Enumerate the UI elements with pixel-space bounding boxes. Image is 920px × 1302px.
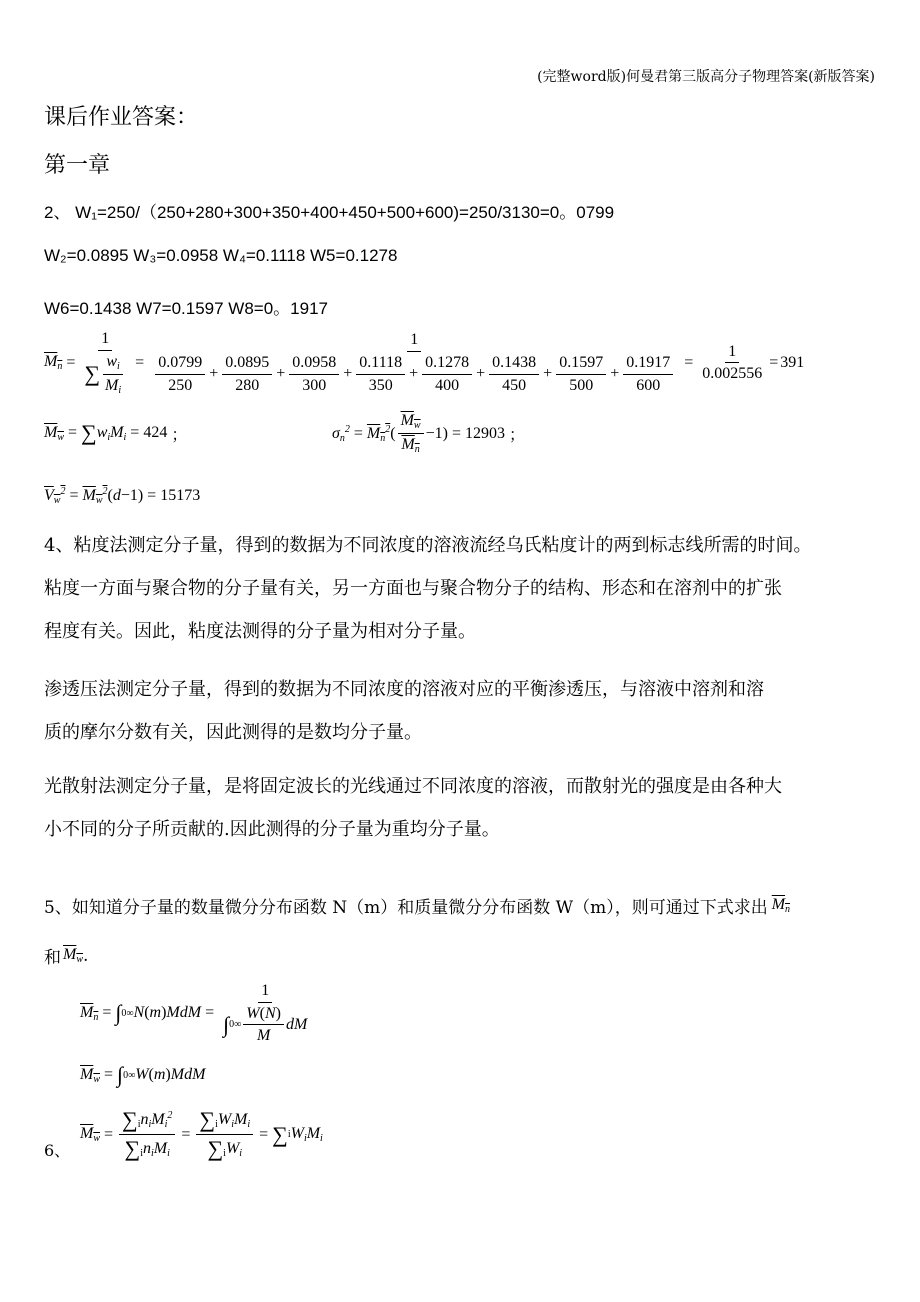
mn-term: $\frac{0.0799}{250}$ (155, 354, 205, 394)
sigma-result: 12903 (464, 424, 505, 442)
mn-term: $\frac{0.1438}{450}$ (489, 354, 539, 394)
mn-result: 391 (780, 353, 805, 371)
q4-line: 渗透压法测定分子量，得到的数据为不同浓度的溶液对应的平衡渗透压，与溶液中溶剂和溶 (44, 679, 764, 700)
mn-symbol: $M_n$ (44, 353, 63, 373)
mn-den-value: 0.002556 (702, 365, 763, 383)
q2-line2: W₂=0.0895 W₃=0.0958 W₄=0.1118 W5=0.1278 (44, 246, 398, 265)
q4-text (44, 524, 880, 653)
plus-sign: + (543, 365, 553, 383)
q2-line1: 2、 W₁=250/（250+280+300+350+400+450+500+600)=250/3130=0。0799 (44, 203, 615, 222)
mn-term: $\frac{0.1118}{350}$ (356, 354, 405, 394)
q5-text: 5、如知道分子量的数量微分分布函数 N（m）和质量微分分布函数 W（m），则可通过下式求出 (44, 898, 768, 918)
v-formula: $V_w^2$ = $M_w^2$ ( d −1) = 15173 (44, 486, 201, 506)
q4-line: 4、粘度法测定分子量，得到的数据为不同浓度的溶液流经乌氏粘度计的两到标志线所需的时间。 (44, 535, 812, 556)
mn-formula: $M_n$ = 1 ∑ $\frac{w_i}{M_i}$ = 1 $\frac{0.0799}{250}$ + $\frac{0.0895}{280}$ + $\frac{0.0958}{300}$ + $\frac{0.1118}{350}$ + $\frac{0.1278}{400}$ + $\frac{0.1438}{450}$ + $\frac{0.1597}{500}$ + $\frac{0.1917}{600}$ = $\frac{1}{0.002556}$ = 391 (44, 330, 805, 396)
q6-formula: $M_w$ = $\frac{\sum_in_iM_i^2}{\sum_in_iM_i}$ = $\frac{\sum_iW_iM_i}{\sum_iW_i}$ = ∑ i $W_iM_i$ (80, 1107, 323, 1162)
mw-formula: $M_w$ = ∑ $w_iM_i$ = 424 ； (44, 420, 188, 445)
mw-integral: $M_w$ = ∫ 0 ∞ W ( m ) MdM (80, 1062, 206, 1087)
q5-line2: 和 $M_w$ . (44, 943, 88, 968)
mn-integral: $M_n$ = ∫ 0 ∞ N ( m ) MdM = 1 ∫ 0 ∞ $\frac{W(N)}{M}$ dM (80, 982, 308, 1045)
plus-sign: + (610, 365, 620, 383)
q5-and: 和 (44, 948, 61, 968)
q4-line: 质的摩尔分数有关，因此测得的是数均分子量。 (44, 722, 422, 743)
mn-frac-1: 1 ∑ $\frac{w_i}{M_i}$ (84, 330, 122, 396)
q4-line: 程度有关。因此，粘度法测得的分子量为相对分子量。 (44, 621, 476, 642)
plus-sign: + (409, 365, 419, 383)
q4-line: 光散射法测定分子量，是将固定波长的光线通过不同浓度的溶液，而散射光的强度是由各种大 (44, 776, 782, 797)
mn-frac-2: 1 $\frac{0.0799}{250}$ + $\frac{0.0895}{280}$ + $\frac{0.0958}{300}$ + $\frac{0.1118}{350}$ + $\frac{0.1278}{400}$ + $\frac{0.1438}{450}$ + $\frac{0.1597}{500}$ + $\frac{0.1917}{600}$ (150, 331, 678, 394)
mn-term: $\frac{0.1278}{400}$ (422, 354, 472, 394)
q4-text-3 (44, 765, 880, 851)
mn-term: $\frac{0.0958}{300}$ (289, 354, 339, 394)
plus-sign: + (276, 365, 286, 383)
plus-sign: + (343, 365, 353, 383)
sigma-formula: $\sigma_n^2$ = $M_n^2$ ( $\frac{M_w}{M_n}$ −1) = 12903 ； (332, 412, 525, 455)
q4-line: 小不同的分子所贡献的.因此测得的分子量为重均分子量。 (44, 819, 500, 840)
q6-label: 6、 (44, 1141, 71, 1160)
q4-line: 粘度一方面与聚合物的分子量有关，另一方面也与聚合物分子的结构、形态和在溶剂中的扩张 (44, 578, 782, 599)
mn-frac-3: $\frac{1}{0.002556}$ (699, 343, 765, 383)
v-result: 15173 (160, 487, 201, 504)
q2-line3: W6=0.1438 W7=0.1597 W8=0。1917 (44, 299, 328, 318)
page-title: 课后作业答案： (44, 105, 199, 130)
q4-text-2 (44, 668, 880, 754)
mn-terms (150, 352, 678, 394)
mn-term: $\frac{0.1597}{500}$ (556, 354, 606, 394)
q5-line1: 5、如知道分子量的数量微分分布函数 N（m）和质量微分分布函数 W（m），则可通过下式求出 $M_n$ (44, 893, 790, 918)
page-header: (完整word版)何曼君第三版高分子物理答案(新版答案) (537, 69, 875, 85)
plus-sign: + (209, 365, 219, 383)
mw-result: 424 (143, 424, 168, 441)
plus-sign: + (476, 365, 486, 383)
chapter-heading: 第一章 (44, 153, 111, 178)
mn-term: $\frac{0.0895}{280}$ (222, 354, 272, 394)
mn-term: $\frac{0.1917}{600}$ (623, 354, 673, 394)
